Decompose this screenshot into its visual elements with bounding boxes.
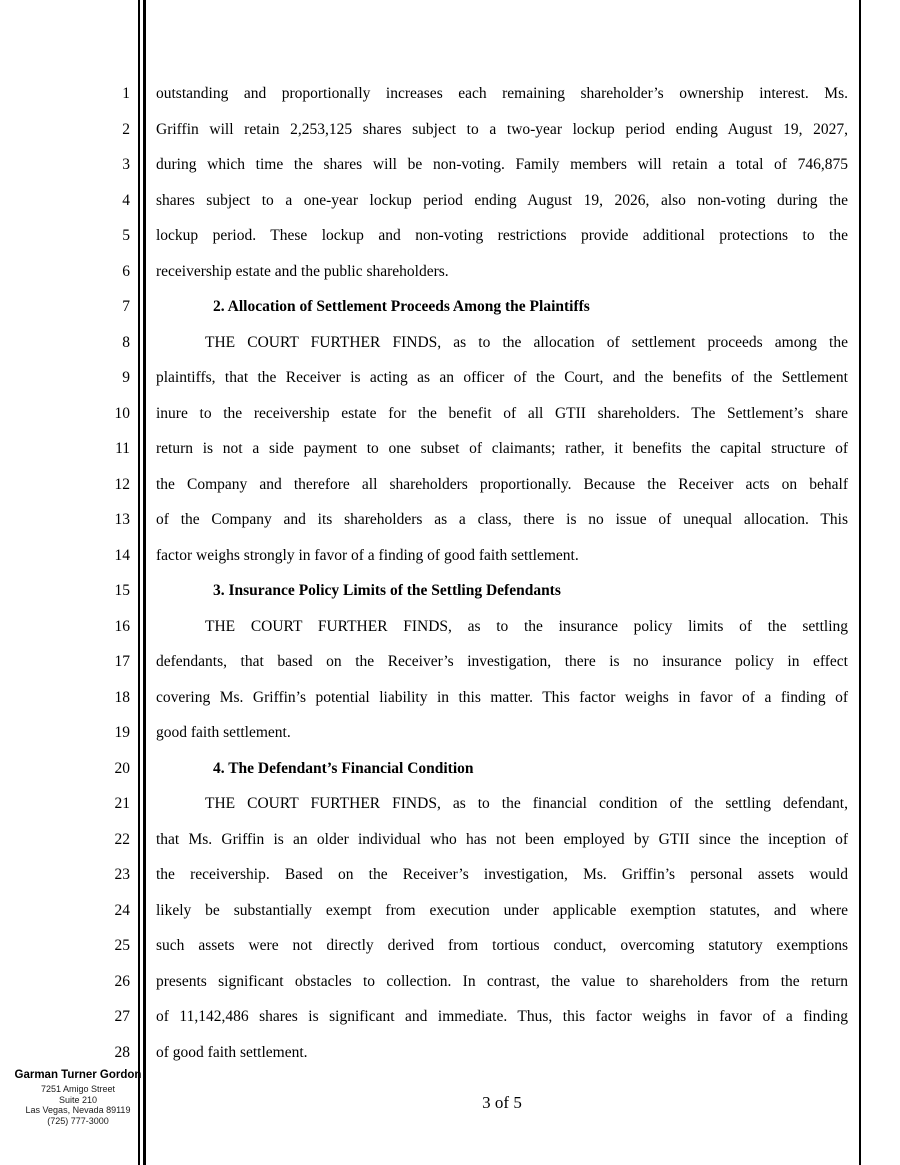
section-heading-line: 2. Allocation of Settlement Proceeds Among the Plaintiffs bbox=[213, 298, 590, 315]
line-number: 5 bbox=[122, 227, 130, 244]
page-number: 3 of 5 bbox=[482, 1093, 522, 1112]
body-line: THE COURT FURTHER FINDS, as to the allocation of settlement proceeds among the bbox=[205, 333, 848, 351]
line-number: 3 bbox=[122, 156, 130, 173]
body-line: of 11,142,486 shares is significant and immediate. Thus, this factor weighs in favor of a finding bbox=[156, 1008, 848, 1025]
body-line: defendants, that based on the Receiver’s investigation, there is no insurance policy in effect bbox=[156, 653, 848, 670]
line-number: 15 bbox=[114, 582, 130, 599]
line-number: 26 bbox=[114, 972, 130, 990]
body-line: that Ms. Griffin is an older individual who has not been employed by GTII since the inception of bbox=[156, 830, 848, 848]
body-line: the receivership. Based on the Receiver’s investigation, Ms. Griffin’s personal assets would bbox=[156, 866, 848, 883]
body-line: shares subject to a one-year lockup period ending August 19, 2026, also non-voting during the bbox=[156, 191, 848, 209]
body-line: likely be substantially exempt from execution under applicable exemption statutes, and where bbox=[156, 901, 848, 919]
line-number: 21 bbox=[114, 795, 130, 812]
line-number: 23 bbox=[114, 866, 130, 883]
body-line: Griffin will retain 2,253,125 shares subject to a two-year lockup period ending August 19, 2027, bbox=[156, 120, 848, 138]
body-line: return is not a side payment to one subset of claimants; rather, it benefits the capital structure of bbox=[156, 440, 848, 457]
body-text bbox=[156, 76, 848, 1070]
body-line: covering Ms. Griffin’s potential liability in this matter. This factor weighs in favor of a finding of bbox=[156, 688, 848, 706]
section-heading-line: 3. Insurance Policy Limits of the Settling Defendants bbox=[213, 582, 561, 599]
firm-address-line: 7251 Amigo Street bbox=[40, 1084, 116, 1094]
line-number: 9 bbox=[122, 369, 130, 386]
line-number: 1 bbox=[122, 85, 130, 102]
line-number: 11 bbox=[115, 440, 130, 457]
body-line: such assets were not directly derived from tortious conduct, overcoming statutory exemptions bbox=[156, 937, 848, 954]
body-line: inure to the receivership estate for the benefit of all GTII shareholders. The Settlement’s share bbox=[156, 404, 848, 422]
right-margin-rule bbox=[859, 0, 861, 1165]
line-number: 28 bbox=[114, 1043, 130, 1061]
section-heading-line: 4. The Defendant’s Financial Condition bbox=[213, 759, 474, 777]
firm-address-line: Suite 210 bbox=[58, 1094, 98, 1105]
line-number: 4 bbox=[122, 191, 130, 209]
line-number: 7 bbox=[122, 298, 130, 315]
line-number: 18 bbox=[114, 688, 130, 706]
firm-address bbox=[10, 1084, 146, 1126]
body-line: good faith settlement. bbox=[156, 724, 291, 741]
line-number: 8 bbox=[122, 333, 130, 351]
body-line: receivership estate and the public shareholders. bbox=[156, 262, 449, 280]
line-number: 6 bbox=[122, 262, 130, 280]
line-number: 25 bbox=[114, 937, 130, 954]
line-number: 27 bbox=[114, 1008, 130, 1025]
line-number: 10 bbox=[114, 404, 130, 422]
line-number: 2 bbox=[122, 120, 130, 138]
line-number-column bbox=[0, 76, 130, 1070]
line-number: 13 bbox=[114, 511, 130, 528]
line-number: 19 bbox=[114, 724, 130, 741]
body-line: plaintiffs, that the Receiver is acting as an officer of the Court, and the benefits of the Settlement bbox=[156, 369, 848, 386]
body-line: presents significant obstacles to collection. In contrast, the value to shareholders from the return bbox=[156, 972, 848, 990]
firm-address-line: Las Vegas, Nevada 89119 bbox=[25, 1105, 131, 1115]
left-double-rule-outer bbox=[138, 0, 140, 1165]
body-line: outstanding and proportionally increases each remaining shareholder’s ownership interest. Ms. bbox=[156, 85, 848, 102]
line-number: 24 bbox=[114, 901, 130, 919]
body-line: THE COURT FURTHER FINDS, as to the financial condition of the settling defendant, bbox=[205, 795, 848, 812]
body-line: factor weighs strongly in favor of a finding of good faith settlement. bbox=[156, 546, 579, 564]
body-line: of good faith settlement. bbox=[156, 1043, 308, 1061]
line-number: 20 bbox=[114, 759, 130, 777]
line-number: 16 bbox=[114, 617, 130, 635]
body-line: THE COURT FURTHER FINDS, as to the insurance policy limits of the settling bbox=[205, 617, 848, 635]
body-line: of the Company and its shareholders as a class, there is no issue of unequal allocation. This bbox=[156, 511, 848, 528]
body-line: during which time the shares will be non-voting. Family members will retain a total of 746,875 bbox=[156, 156, 848, 173]
firm-block bbox=[10, 1069, 146, 1126]
line-number: 17 bbox=[114, 653, 130, 670]
body-line: the Company and therefore all shareholders proportionally. Because the Receiver acts on behalf bbox=[156, 475, 848, 493]
line-number: 14 bbox=[114, 546, 130, 564]
firm-name: Garman Turner Gordon bbox=[14, 1069, 142, 1081]
left-double-rule-inner bbox=[143, 0, 146, 1165]
body-line: lockup period. These lockup and non-voting restrictions provide additional protections to the bbox=[156, 227, 848, 244]
firm-address-line: (725) 777-3000 bbox=[47, 1115, 109, 1126]
line-number: 12 bbox=[114, 475, 130, 493]
line-number: 22 bbox=[114, 830, 130, 848]
